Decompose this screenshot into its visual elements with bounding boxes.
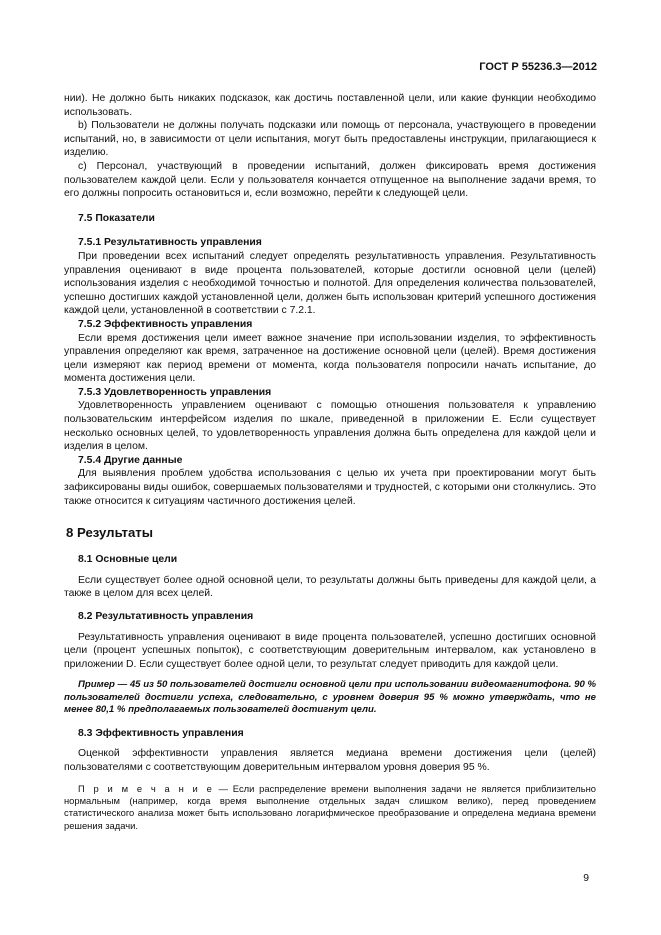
section-8-2-text: Результативность управления оценивают в виде процента пользователей, успешно достигших основной цели (процент успешных попыток), с соответствующим доверительным интервалом, как установлено в приложении D. Если существует более одной цели, то результат следует приводить для каждой цели.	[64, 631, 596, 670]
section-7-5-2-title: 7.5.2 Эффективность управления	[78, 318, 253, 330]
section-7-5-3-title: 7.5.3 Удовлетворенность управления	[78, 386, 272, 398]
section-7-5-3-text: Удовлетворенность управлением оценивают с помощью отношения пользователя к управлению пользовательским интерфейсом изделия по шкале, приведенной в приложении E. Если существует несколько основных целей, то удовлетворенность управления должна быть определена для каждой цели и изделия в целом.	[64, 400, 596, 453]
section-7-5-1-title: 7.5.1 Результативность управления	[78, 237, 262, 249]
section-8-1-text: Если существует более одной основной цели, то результаты должны быть приведены для каждой цели, а также в целом для всех целей.	[64, 574, 596, 600]
example-text: Пример — 45 из 50 пользователей достигли основной цели при использовании видеомагнитофона. 90 % пользователей достигли успеха, следовательно, с уровнем доверия 95 % можно утверждать, что не менее 80,1 % предполагаемых пользователей достигнут цели.	[64, 679, 596, 716]
section-8-title: 8 Результаты	[66, 525, 154, 541]
section-8-3-text: Оценкой эффективности управления является медиана времени достижения цели (целей) пользователями с соответствующим доверительным интервалом уровня доверия 95 %.	[64, 748, 596, 774]
section-8-1-title: 8.1 Основные цели	[78, 554, 178, 566]
section-8-2-title: 8.2 Результативность управления	[78, 611, 254, 622]
section-7-5-2-text: Если время достижения цели имеет важное значение при использовании изделия, то эффективность управления определяют как время, затраченное на достижение основной цели (целей). Время достижения цели измеряют как период времени от момента, когда пользователя попросили начать испытание, до момента достижения цели.	[64, 332, 596, 385]
standard-header: ГОСТ Р 55236.3—2012	[479, 61, 597, 73]
section-7-5-4-text: Для выявления проблем удобства использования с целью их учета при проектировании могут быть зафиксированы виды ошибок, совершаемых пользователями и трудностей, с которыми они столкнулись. Это также относится к ситуациям частичного достижения целей.	[64, 468, 596, 507]
section-7-5-4-title: 7.5.4 Другие данные	[78, 454, 183, 466]
paragraph-intro: нии). Не должно быть никаких подсказок, как достичь поставленной цели, или какие функции необходимо использовать.	[64, 93, 596, 118]
note-label: П р и м е ч а н и е	[78, 782, 214, 794]
note-text: — Если распределение времени выполнения задачи не является приблизительно нормальным (например, когда время выполнение отдельных задач слишком велико), перед проведением статистического анализа может быть использовано логарифмическое преобразование и определена медиана времени решения задачи.	[64, 782, 596, 831]
page-number: 9	[583, 873, 589, 884]
section-8-3-title: 8.3 Эффективность управления	[78, 727, 244, 739]
section-7-5-1-text: При проведении всех испытаний следует определять результативность управления. Результативность управления оценивают в виде процента пользователей, которые достигли основной цели (целей) использования изделия с необходимой точностью и полнотой. Для определения количества пользователей, успешно достигших каждой установленной цели, должен быть использован критерий успешного достижения каждой цели, установленной в соответствии с 7.2.1.	[64, 250, 596, 317]
section-7-5-title: 7.5 Показатели	[78, 212, 155, 224]
paragraph-c: c) Персонал, участвующий в проведении испытаний, должен фиксировать время достижения пользователем каждой цели. Если у пользователя кончается отпущенное на выполнение задачи время, то его должны попросить остановиться и, если возможно, перейти к следующей цели.	[64, 160, 596, 200]
note-paragraph	[64, 783, 596, 833]
paragraph-b: b) Пользователи не должны получать подсказки или помощь от персонала, участвующего в проведении испытаний, но, в зависимости от цели испытания, могут быть предоставлены инструкции, прилагающиеся к изделию.	[64, 120, 596, 159]
page-content	[64, 92, 596, 832]
